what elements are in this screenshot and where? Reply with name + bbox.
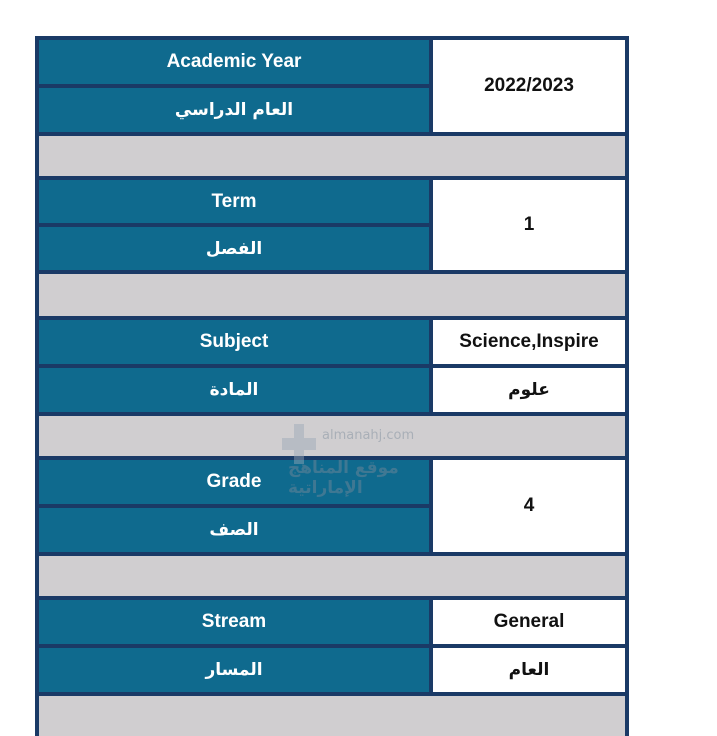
subject-value-en: Science,Inspire	[433, 320, 625, 364]
academic-year-value: 2022/2023	[433, 40, 625, 132]
spacer-row	[39, 416, 625, 456]
term-block	[39, 180, 625, 270]
academic-year-label-en: Academic Year	[39, 40, 429, 84]
spacer-row	[39, 556, 625, 596]
subject-value-ar: علوم	[433, 368, 625, 412]
stream-label-ar: المسار	[39, 648, 429, 692]
grade-block	[39, 460, 625, 552]
spacer-row	[39, 696, 625, 736]
subject-label-en: Subject	[39, 320, 429, 364]
subject-label-ar: المادة	[39, 368, 429, 412]
stream-block	[39, 600, 625, 692]
grade-label-ar: الصف	[39, 508, 429, 552]
academic-year-label-ar: العام الدراسي	[39, 88, 429, 132]
watermark-arabic: موقع المناهج الإماراتية	[288, 458, 399, 498]
spacer-row	[39, 136, 625, 176]
stream-value-en: General	[433, 600, 625, 644]
subject-block	[39, 320, 625, 412]
info-table	[35, 36, 629, 736]
spacer-row	[39, 274, 625, 316]
stream-label-en: Stream	[39, 600, 429, 644]
term-label-ar: الفصل	[39, 227, 429, 270]
grade-value: 4	[433, 460, 625, 552]
grade-label-en: Grade	[39, 460, 429, 504]
academic-year-block	[39, 40, 625, 132]
term-value: 1	[433, 180, 625, 270]
watermark-site: almanahj.com	[322, 428, 415, 443]
stream-value-ar: العام	[433, 648, 625, 692]
term-label-en: Term	[39, 180, 429, 223]
